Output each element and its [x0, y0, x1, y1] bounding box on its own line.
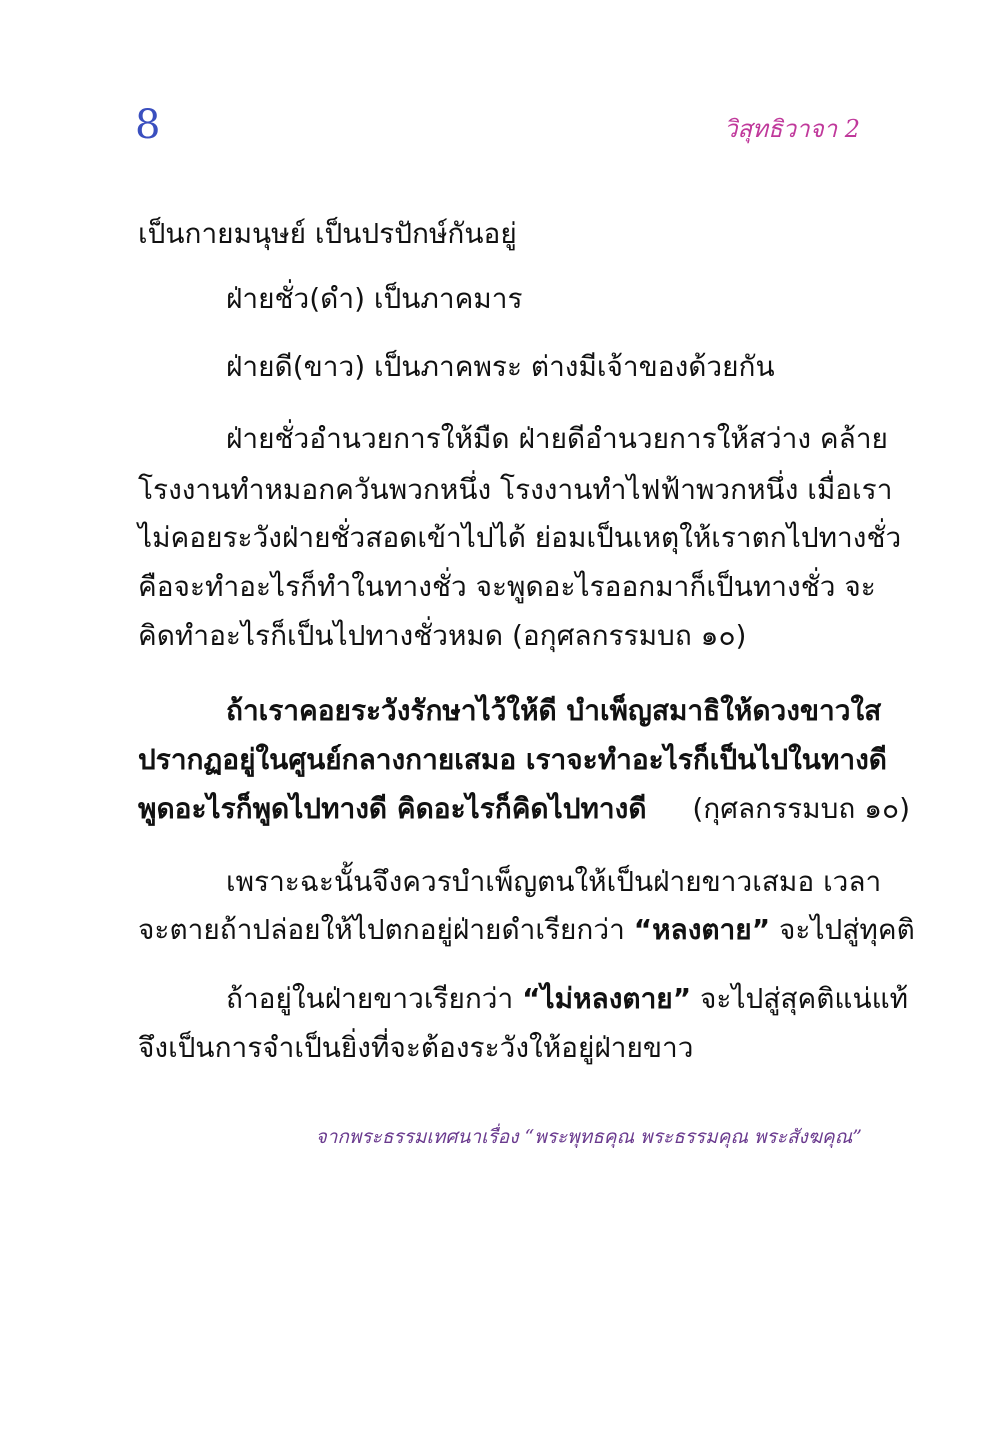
quoted-term: “หลงตาย” — [633, 913, 771, 946]
body-line: ไม่คอยระวังฝ่ายชั่วสอดเข้าไปได้ ย่อมเป็นเหตุให้เราตกไปทางชั่ว — [138, 521, 902, 554]
emphasis-line — [0, 789, 1000, 829]
body-text: จะไปสู่ทุคติ — [770, 913, 915, 946]
emphasis-line: ถ้าเราคอยระวังรักษาไว้ให้ดี บำเพ็ญสมาธิให้ดวงขาวใส — [226, 694, 882, 727]
body-text: ถ้าอยู่ในฝ่ายขาวเรียกว่า — [226, 982, 523, 1015]
body-line — [0, 910, 1000, 950]
emphasis-line: ปรากฏอยู่ในศูนย์กลางกายเสมอ เราจะทำอะไรก็เป็นไปในทางดี — [138, 743, 887, 776]
running-header: วิสุทธิวาจา 2 — [724, 115, 860, 143]
quoted-term: “ไม่หลงตาย” — [522, 982, 692, 1015]
body-line — [0, 979, 1000, 1019]
body-line: ฝ่ายดี(ขาว) เป็นภาคพระ ต่างมีเจ้าของด้วยกัน — [226, 350, 775, 383]
source-caption: จากพระธรรมเทศนาเรื่อง “พระพุทธคุณ พระธรรมคุณ พระสังฆคุณ” — [315, 1126, 862, 1148]
body-line: โรงงานทำหมอกควันพวกหนึ่ง โรงงานทำไฟฟ้าพวกหนึ่ง เมื่อเรา — [138, 473, 893, 506]
page-number: 8 — [135, 102, 161, 148]
body-text: จะตายถ้าปล่อยให้ไปตกอยู่ฝ่ายดำเรียกว่า — [138, 913, 634, 946]
body-line: คิดทำอะไรก็เป็นไปทางชั่วหมด (อกุศลกรรมบถ ๑๐) — [138, 619, 747, 652]
body-line: เพราะฉะนั้นจึงควรบำเพ็ญตนให้เป็นฝ่ายขาวเสมอ เวลา — [226, 865, 882, 898]
body-text: จะไปสู่สุคติแน่แท้ — [691, 982, 909, 1015]
body-line: จึงเป็นการจำเป็นยิ่งที่จะต้องระวังให้อยู่ฝ่ายขาว — [138, 1031, 694, 1064]
body-line: เป็นกายมนุษย์ เป็นปรปักษ์กันอยู่ — [138, 217, 517, 250]
body-line: ฝ่ายชั่วอำนวยการให้มืด ฝ่ายดีอำนวยการให้สว่าง คล้าย — [226, 422, 888, 455]
emphasis-text: พูดอะไรก็พูดไปทางดี คิดอะไรก็คิดไปทางดี — [138, 792, 647, 825]
body-line: ฝ่ายชั่ว(ดำ) เป็นภาคมาร — [226, 282, 523, 315]
body-line: คือจะทำอะไรก็ทำในทางชั่ว จะพูดอะไรออกมาก็เป็นทางชั่ว จะ — [138, 570, 876, 603]
reference-text: (กุศลกรรมบถ ๑๐) — [692, 792, 911, 825]
